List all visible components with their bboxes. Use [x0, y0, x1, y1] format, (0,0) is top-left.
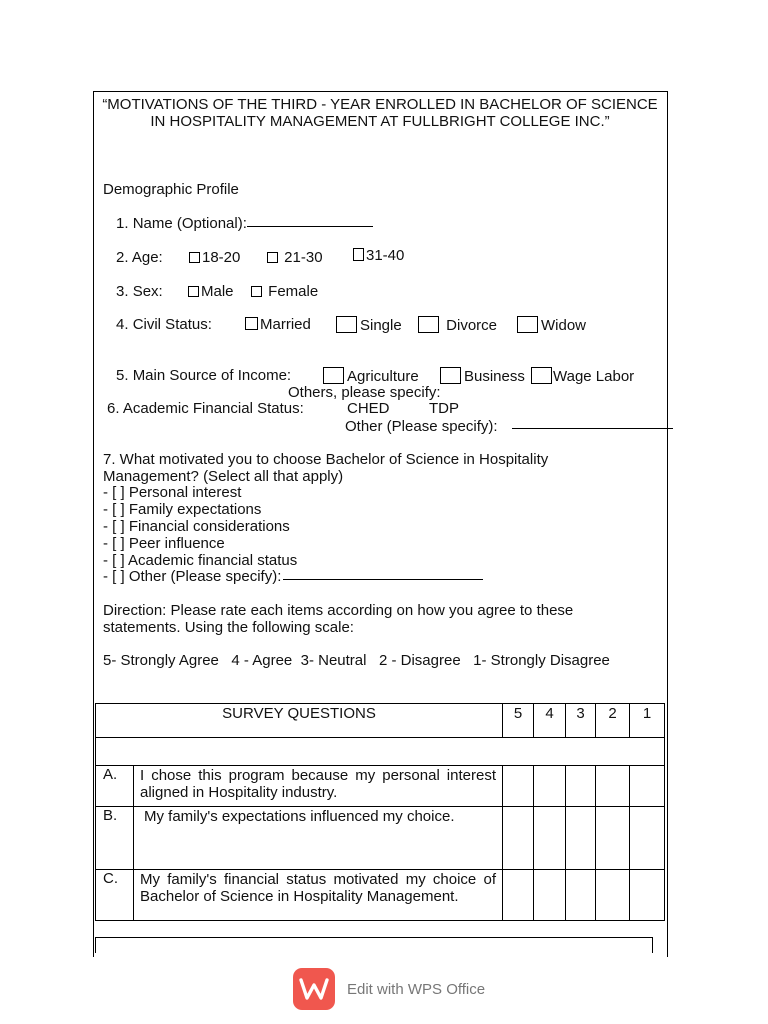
rating-cell[interactable]: [630, 766, 665, 807]
age-option-3[interactable]: 31-40: [353, 247, 404, 264]
q7-option[interactable]: - [ ] Personal interest: [103, 484, 242, 501]
age-option-1[interactable]: 18-20: [189, 249, 240, 266]
rating-cell[interactable]: [596, 766, 630, 807]
civil-option-married[interactable]: Married: [245, 316, 311, 333]
name-answer-line[interactable]: [247, 225, 373, 227]
rating-cell[interactable]: [566, 870, 596, 921]
table-header-row: [96, 704, 665, 738]
checkbox-icon[interactable]: [440, 367, 461, 384]
checkbox-icon[interactable]: [336, 316, 357, 333]
rating-cell[interactable]: [566, 807, 596, 870]
wps-w-glyph-icon: [299, 977, 329, 1001]
demographic-heading: Demographic Profile: [103, 181, 239, 198]
civil-option-widow[interactable]: Widow: [517, 316, 586, 334]
q5-income: 5. Main Source of Income:: [116, 367, 292, 384]
direction-text: Direction: Please rate each items according on how you agree to these statements. Using the following scale:: [103, 602, 574, 636]
q3-sex: 3. Sex:: [116, 283, 163, 300]
income-option-wage-labor[interactable]: Wage Labor: [531, 367, 634, 385]
checkbox-icon[interactable]: [267, 252, 278, 263]
survey-questions-header: SURVEY QUESTIONS: [96, 704, 503, 738]
wps-office-logo-icon: [293, 968, 335, 1010]
q7-question: 7. What motivated you to choose Bachelor of Science in Hospitality Management? (Select all that apply): [103, 451, 549, 485]
checkbox-icon[interactable]: [517, 316, 538, 333]
checkbox-icon[interactable]: [188, 286, 199, 297]
table-row: [96, 766, 665, 807]
rating-header: 1: [630, 704, 665, 738]
q6-financial-status: 6. Academic Financial Status:: [107, 400, 304, 417]
income-others: Others, please specify:: [288, 384, 441, 401]
q7-option[interactable]: - [ ] Academic financial status: [103, 552, 298, 569]
table-row: [96, 807, 665, 870]
rating-cell[interactable]: [596, 807, 630, 870]
sex-option-male[interactable]: Male: [188, 283, 234, 300]
q7-option[interactable]: - [ ] Family expectations: [103, 501, 262, 518]
financial-option-ched[interactable]: CHED: [347, 400, 390, 417]
rating-cell[interactable]: [596, 870, 630, 921]
rating-header: 4: [534, 704, 566, 738]
survey-title: “MOTIVATIONS OF THE THIRD - YEAR ENROLLED IN BACHELOR OF SCIENCE IN HOSPITALITY MANAGEMENT AT FULLBRIGHT COLLEGE INC.”: [102, 96, 658, 130]
checkbox-icon[interactable]: [323, 367, 344, 384]
financial-option-tdp[interactable]: TDP: [429, 400, 459, 417]
rating-cell[interactable]: [534, 870, 566, 921]
rating-cell[interactable]: [534, 766, 566, 807]
q7-option[interactable]: - [ ] Peer influence: [103, 535, 225, 552]
checkbox-icon[interactable]: [531, 367, 552, 384]
civil-option-divorce[interactable]: Divorce: [418, 316, 497, 334]
rating-cell[interactable]: [566, 766, 596, 807]
income-option-business[interactable]: Business: [440, 367, 525, 385]
checkbox-icon[interactable]: [251, 286, 262, 297]
financial-other-line[interactable]: [512, 428, 673, 429]
q4-civil-status: 4. Civil Status:: [116, 316, 212, 333]
q7-other-line[interactable]: [283, 578, 483, 580]
q7-option[interactable]: - [ ] Financial considerations: [103, 518, 290, 535]
financial-other: Other (Please specify):: [345, 418, 498, 435]
question-letter: C.: [96, 870, 134, 921]
q2-age: 2. Age:: [116, 249, 163, 266]
rating-cell[interactable]: [630, 807, 665, 870]
rating-cell[interactable]: [503, 870, 534, 921]
survey-table: [95, 703, 665, 921]
rating-header: 2: [596, 704, 630, 738]
question-letter: B.: [96, 807, 134, 870]
question-text: My family's financial status motivated my choice of Bachelor of Science in Hospitality Management.: [134, 870, 503, 921]
next-section-box: [95, 937, 653, 953]
income-option-agriculture[interactable]: Agriculture: [323, 367, 419, 385]
rating-header: 5: [503, 704, 534, 738]
checkbox-icon[interactable]: [353, 248, 364, 261]
wps-footer-text: Edit with WPS Office: [347, 981, 486, 998]
age-option-2[interactable]: 21-30: [267, 249, 323, 266]
checkbox-icon[interactable]: [189, 252, 200, 263]
question-letter: A.: [96, 766, 134, 807]
table-row: [96, 870, 665, 921]
rating-cell[interactable]: [503, 766, 534, 807]
question-text: My family's expectations influenced my choice.: [134, 807, 503, 870]
checkbox-icon[interactable]: [245, 317, 258, 330]
rating-header: 3: [566, 704, 596, 738]
rating-cell[interactable]: [503, 807, 534, 870]
table-blank-row: [96, 738, 665, 766]
rating-scale: 5- Strongly Agree 4 - Agree 3- Neutral 2 - Disagree 1- Strongly Disagree: [103, 652, 610, 669]
rating-cell[interactable]: [534, 807, 566, 870]
checkbox-icon[interactable]: [418, 316, 439, 333]
q1-name: 1. Name (Optional):: [116, 215, 373, 232]
rating-cell[interactable]: [630, 870, 665, 921]
question-text: I chose this program because my personal interest aligned in Hospitality industry.: [134, 766, 503, 807]
civil-option-single[interactable]: Single: [336, 316, 402, 334]
q7-option[interactable]: - [ ] Other (Please specify):: [103, 568, 483, 585]
sex-option-female[interactable]: Female: [251, 283, 318, 300]
